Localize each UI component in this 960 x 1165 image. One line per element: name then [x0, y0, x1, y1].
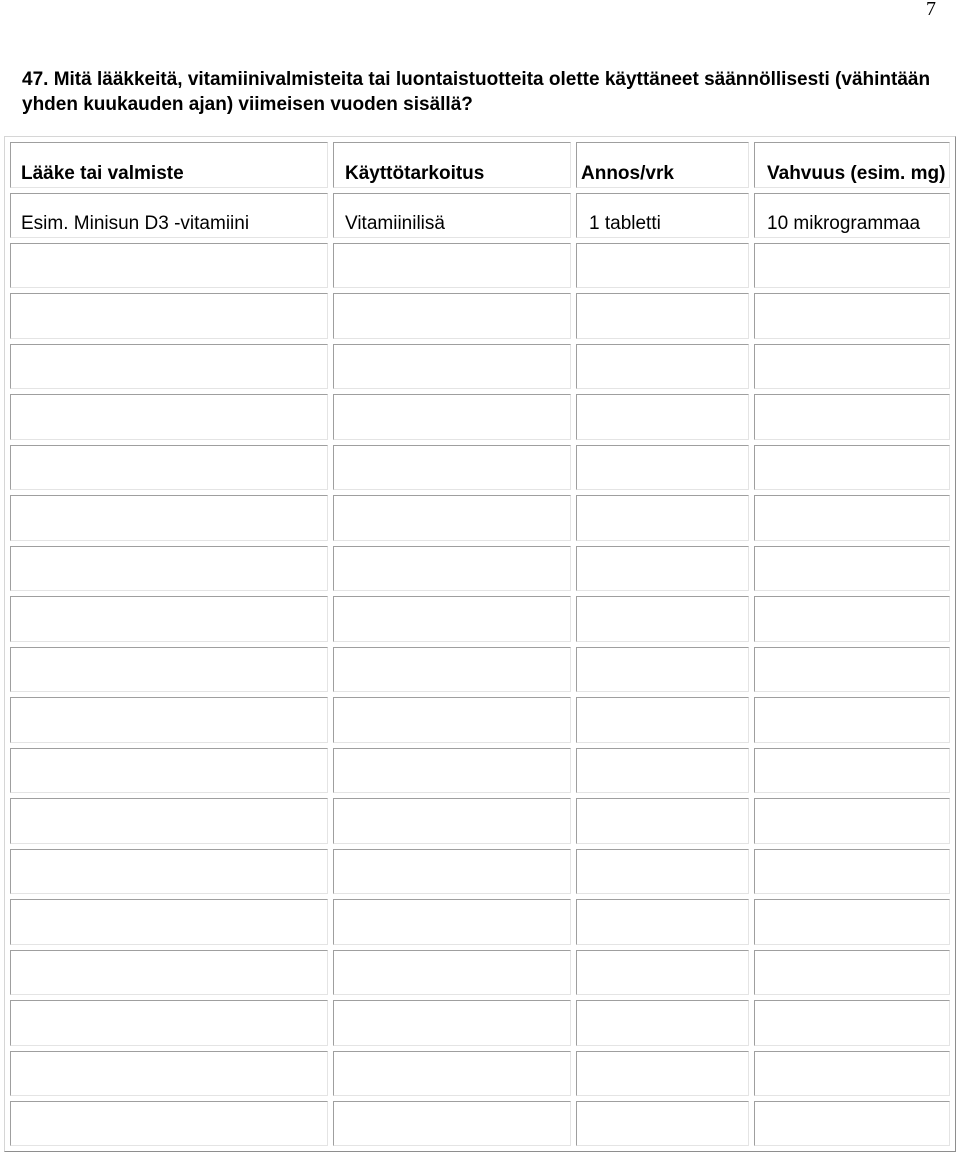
medication-table: [4, 136, 956, 1152]
table-row: [10, 647, 950, 692]
blank-cell: [576, 596, 749, 641]
blank-cell: [576, 1000, 749, 1045]
blank-cell: [10, 243, 328, 288]
blank-cell: [754, 748, 950, 793]
blank-cell: [333, 243, 571, 288]
blank-cell: [754, 546, 950, 591]
table-row: [10, 243, 950, 288]
blank-cell: [333, 798, 571, 843]
blank-cell: [333, 445, 571, 490]
blank-cell: [333, 293, 571, 338]
table-row: [10, 1101, 950, 1146]
blank-cell: [754, 647, 950, 692]
header-medicine: Lääke tai valmiste: [10, 142, 328, 188]
table-row: [10, 899, 950, 944]
blank-cell: [754, 394, 950, 439]
blank-cell: [10, 394, 328, 439]
blank-cell: [333, 495, 571, 540]
blank-cell: [576, 394, 749, 439]
blank-cell: [754, 1101, 950, 1146]
blank-cell: [576, 950, 749, 995]
blank-cell: [576, 899, 749, 944]
blank-cell: [333, 596, 571, 641]
table-row: [10, 495, 950, 540]
blank-cell: [10, 748, 328, 793]
table-row: [10, 445, 950, 490]
blank-cell: [333, 1051, 571, 1096]
blank-cell: [333, 394, 571, 439]
blank-cell: [10, 1101, 328, 1146]
blank-cell: [333, 546, 571, 591]
blank-cell: [754, 243, 950, 288]
blank-cell: [576, 1051, 749, 1096]
header-strength: Vahvuus (esim. mg): [754, 142, 950, 188]
blank-cell: [576, 748, 749, 793]
blank-cell: [10, 1000, 328, 1045]
table-row: [10, 798, 950, 843]
blank-cell: [10, 697, 328, 742]
blank-cell: [754, 495, 950, 540]
blank-cell: [576, 697, 749, 742]
blank-cell: [10, 849, 328, 894]
header-purpose: Käyttötarkoitus: [333, 142, 571, 188]
blank-cell: [754, 899, 950, 944]
table-header-row: [10, 142, 950, 188]
blank-cell: [576, 798, 749, 843]
example-purpose: Vitamiinilisä: [333, 193, 571, 238]
blank-cell: [10, 293, 328, 338]
blank-cell: [754, 950, 950, 995]
blank-cell: [10, 596, 328, 641]
blank-cell: [754, 1051, 950, 1096]
table-row: [10, 293, 950, 338]
blank-cell: [10, 1051, 328, 1096]
blank-cell: [333, 899, 571, 944]
blank-cell: [333, 849, 571, 894]
blank-cell: [576, 445, 749, 490]
table-row: [10, 344, 950, 389]
blank-cell: [10, 344, 328, 389]
blank-cell: [333, 950, 571, 995]
blank-cell: [576, 1101, 749, 1146]
table-row: [10, 1000, 950, 1045]
table-example-row: [10, 193, 950, 238]
blank-cell: [10, 445, 328, 490]
question-line-2: yhden kuukauden ajan) viimeisen vuoden sisällä?: [22, 94, 473, 115]
blank-cell: [576, 243, 749, 288]
blank-cell: [754, 849, 950, 894]
example-dose: 1 tabletti: [576, 193, 749, 238]
blank-cell: [333, 344, 571, 389]
blank-cell: [333, 697, 571, 742]
blank-cell: [10, 647, 328, 692]
blank-cell: [10, 546, 328, 591]
table-row: [10, 697, 950, 742]
table-row: [10, 748, 950, 793]
table-row: [10, 596, 950, 641]
header-dose-per-day: Annos/vrk: [576, 142, 749, 188]
table-row: [10, 394, 950, 439]
blank-cell: [754, 1000, 950, 1045]
blank-cell: [10, 495, 328, 540]
table-row: [10, 546, 950, 591]
blank-cell: [754, 293, 950, 338]
blank-cell: [576, 344, 749, 389]
table-row: [10, 849, 950, 894]
blank-cell: [754, 697, 950, 742]
blank-cell: [10, 798, 328, 843]
blank-cell: [333, 748, 571, 793]
example-strength: 10 mikrogrammaa: [754, 193, 950, 238]
blank-cell: [576, 546, 749, 591]
example-medicine: Esim. Minisun D3 -vitamiini: [10, 193, 328, 238]
blank-cell: [576, 293, 749, 338]
question-line-1: 47. Mitä lääkkeitä, vitamiinivalmisteita tai luontaistuotteita olette käyttäneet säännöllisesti (vähintään: [22, 69, 931, 90]
page-number: 7: [926, 0, 936, 20]
blank-cell: [754, 596, 950, 641]
table-row: [10, 950, 950, 995]
blank-cell: [576, 495, 749, 540]
blank-cell: [576, 647, 749, 692]
blank-cell: [754, 445, 950, 490]
blank-cell: [754, 798, 950, 843]
blank-cell: [333, 1000, 571, 1045]
table-row: [10, 1051, 950, 1096]
blank-cell: [333, 1101, 571, 1146]
question-text: [22, 67, 930, 117]
blank-cell: [754, 344, 950, 389]
blank-cell: [10, 899, 328, 944]
blank-cell: [333, 647, 571, 692]
blank-cell: [10, 950, 328, 995]
blank-cell: [576, 849, 749, 894]
